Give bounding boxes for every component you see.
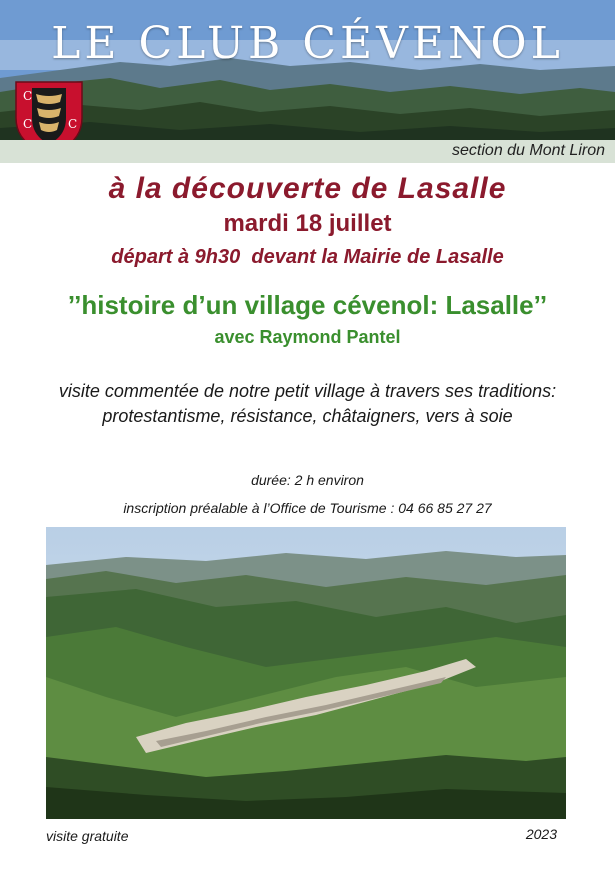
- event-description: visite commentée de notre petit village à travers ses traditions: protestantisme, résistance, châtaigners, vers à soie: [58, 381, 557, 426]
- price-info: visite gratuite: [46, 828, 129, 844]
- svg-text:C: C: [68, 117, 78, 131]
- registration-info: inscription préalable à l’Office de Tourisme : 04 66 85 27 27: [123, 500, 492, 516]
- event-date: mardi 18 juillet: [223, 210, 392, 237]
- header-banner: [0, 0, 615, 140]
- event-duration: durée: 2 h environ: [251, 472, 364, 488]
- event-topic: ’’histoire d’un village cévenol: Lasalle’’: [67, 290, 548, 320]
- club-title: LE CLUB CÉVENOL: [51, 18, 564, 69]
- event-headline: à la découverte de Lasalle: [108, 172, 507, 205]
- departure-info: départ à 9h30 devant la Mairie de Lasalle: [111, 246, 504, 268]
- event-speaker: avec Raymond Pantel: [214, 327, 401, 347]
- village-landscape-image: [46, 527, 566, 819]
- svg-text:C: C: [23, 117, 33, 131]
- year-label: 2023: [525, 826, 557, 842]
- svg-text:C: C: [23, 89, 33, 103]
- village-photo: [46, 527, 566, 819]
- section-label: section du Mont Liron: [452, 142, 605, 159]
